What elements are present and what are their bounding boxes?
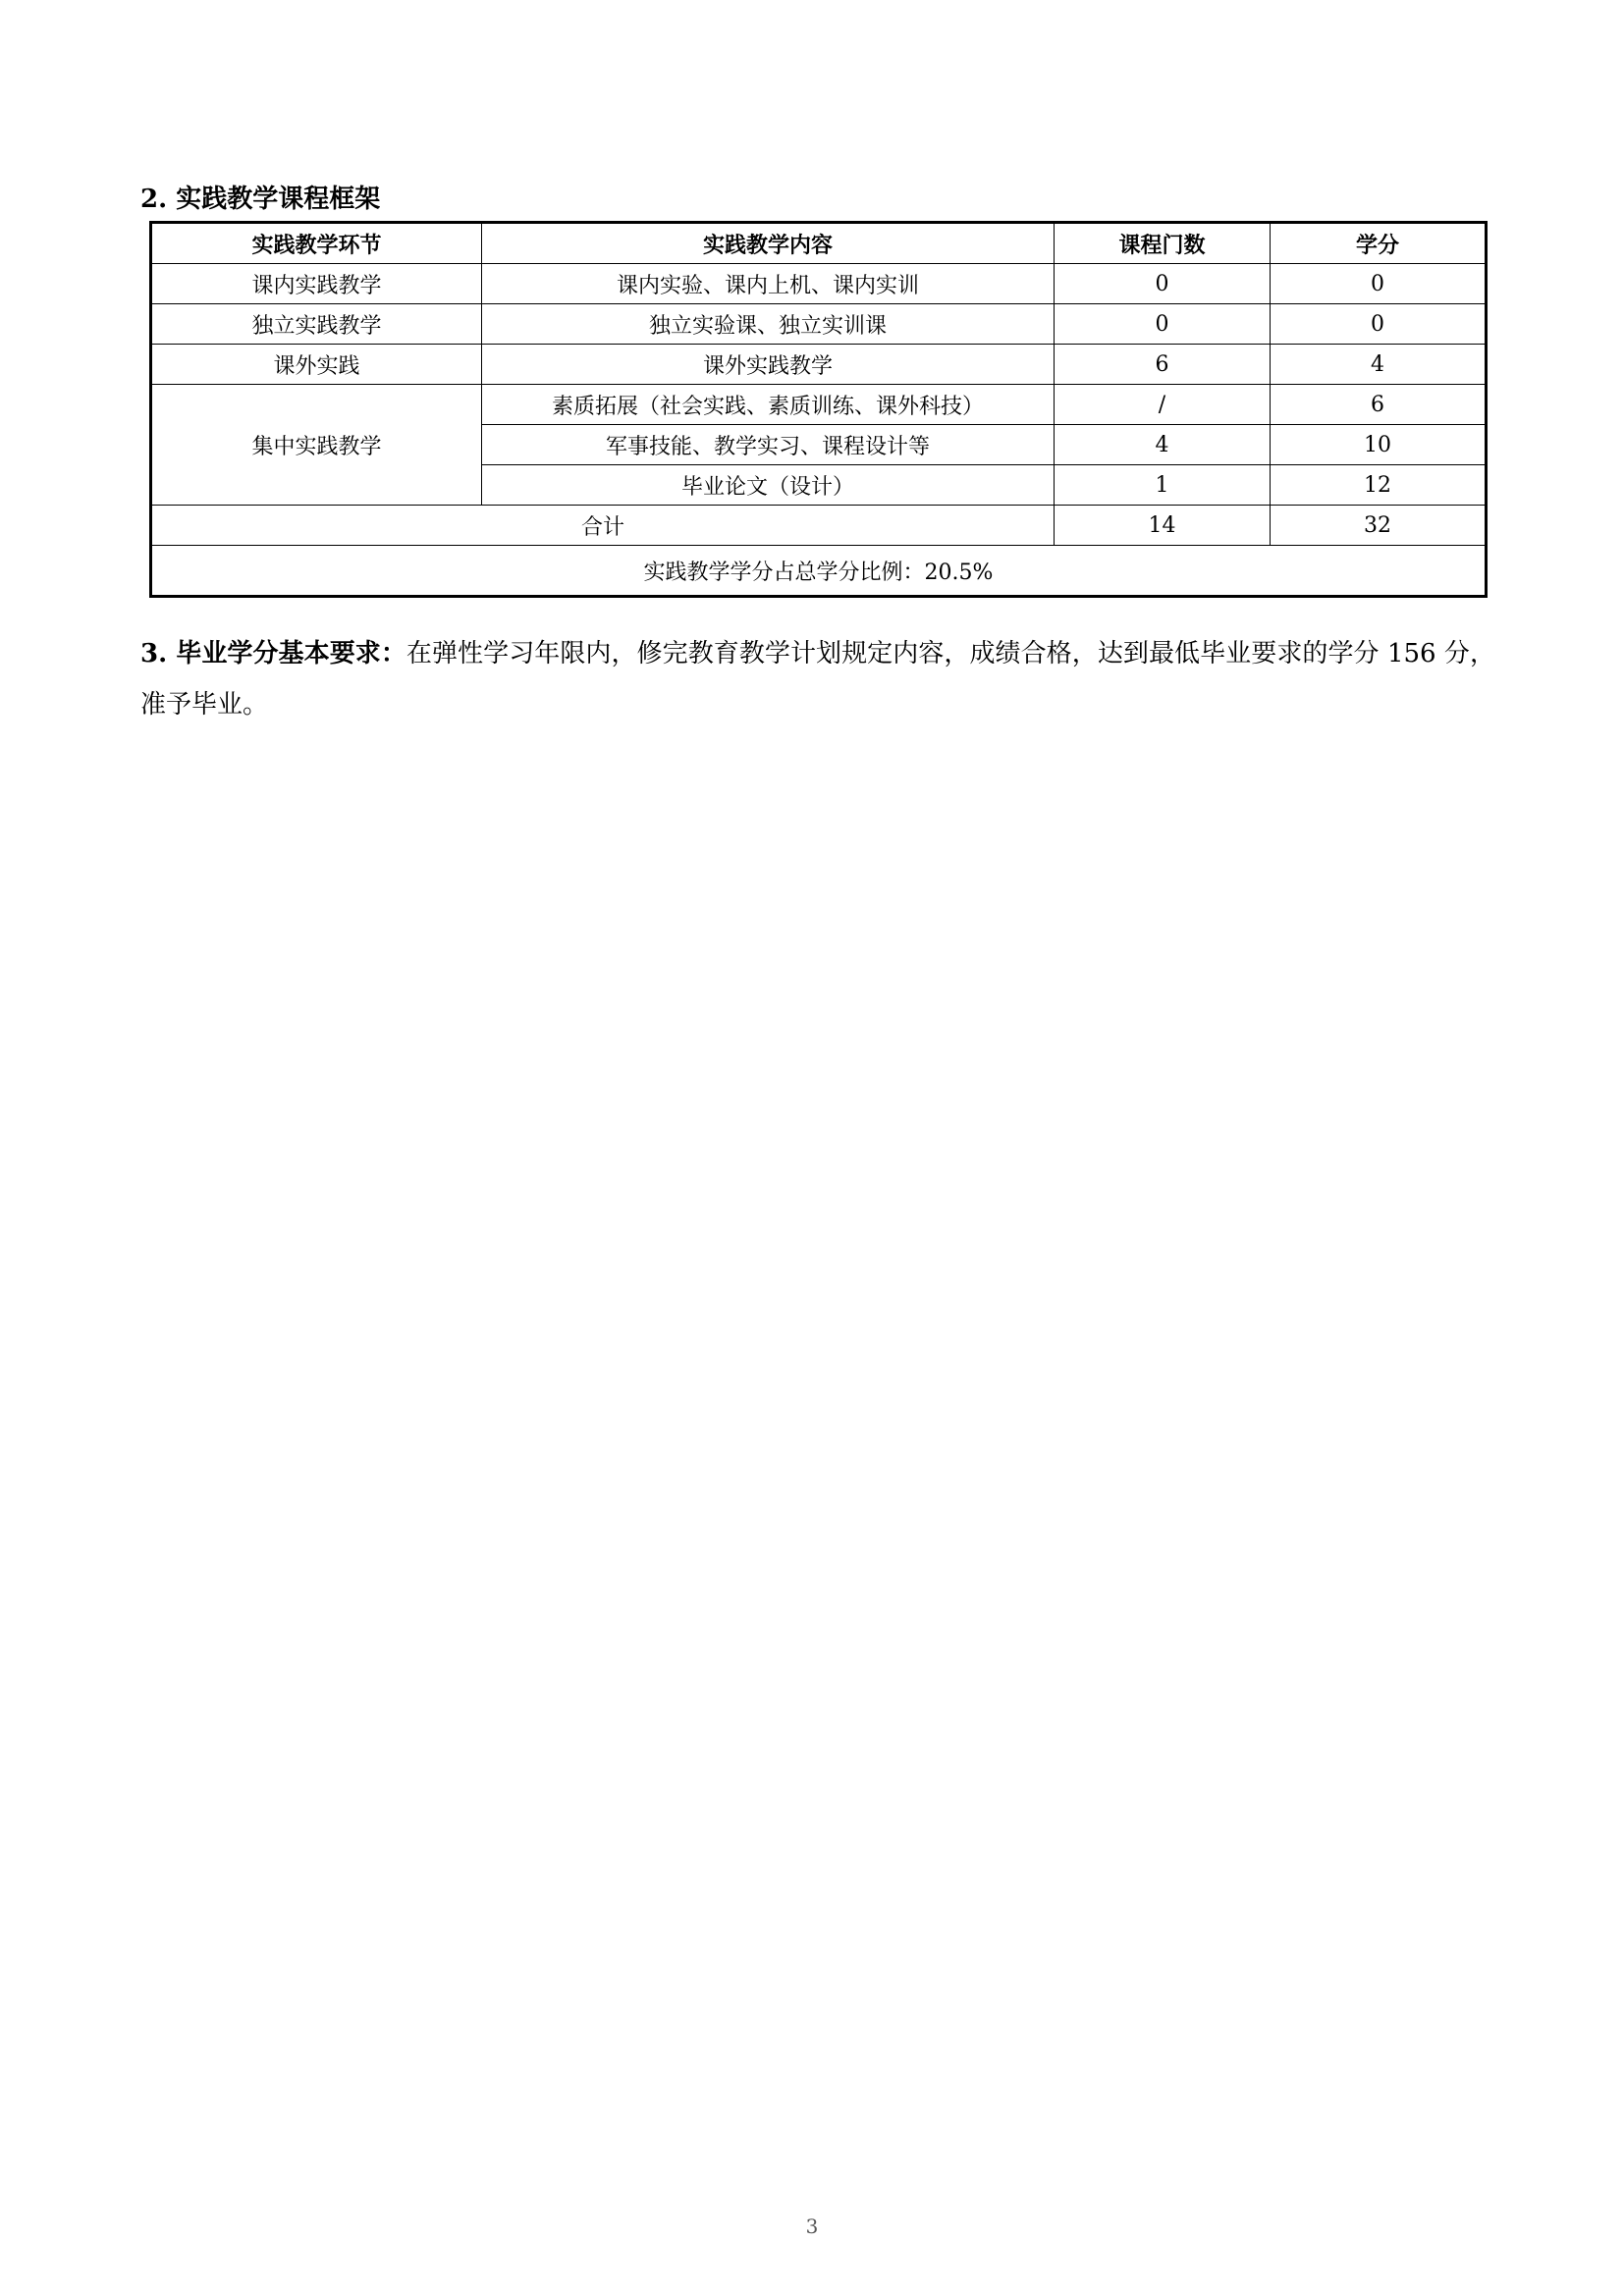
credits-cell: 6 bbox=[1271, 385, 1487, 425]
content-cell: 独立实验课、独立实训课 bbox=[482, 304, 1055, 345]
content-cell: 素质拓展（社会实践、素质训练、课外科技） bbox=[482, 385, 1055, 425]
graduation-requirement bbox=[140, 628, 1495, 730]
header-content: 实践教学内容 bbox=[482, 223, 1055, 264]
segment-cell: 课外实践 bbox=[151, 345, 482, 385]
header-credits: 学分 bbox=[1271, 223, 1487, 264]
credits-cell: 10 bbox=[1271, 425, 1487, 465]
page-number: 3 bbox=[805, 2215, 819, 2238]
segment-cell-concentrated: 集中实践教学 bbox=[151, 385, 482, 506]
requirement-text: 在弹性学习年限内，修完教育教学计划规定内容，成绩合格，达到最低毕业要求的学分 156 分，准予毕业。 bbox=[140, 639, 1495, 720]
segment-cell: 课内实践教学 bbox=[151, 264, 482, 304]
content-cell: 毕业论文（设计） bbox=[482, 465, 1055, 506]
requirement-label: 3. 毕业学分基本要求： bbox=[140, 639, 406, 668]
courses-cell: 6 bbox=[1055, 345, 1271, 385]
table-total-row bbox=[151, 506, 1487, 546]
header-courses: 课程门数 bbox=[1055, 223, 1271, 264]
total-credits: 32 bbox=[1271, 506, 1487, 546]
total-label: 合计 bbox=[151, 506, 1055, 546]
credits-cell: 4 bbox=[1271, 345, 1487, 385]
credits-cell: 0 bbox=[1271, 264, 1487, 304]
credits-cell: 0 bbox=[1271, 304, 1487, 345]
table-row bbox=[151, 264, 1487, 304]
credits-cell: 12 bbox=[1271, 465, 1487, 506]
section-2-title: 2. 实践教学课程框架 bbox=[140, 185, 381, 214]
ratio-text: 实践教学学分占总学分比例：20.5% bbox=[151, 546, 1487, 597]
practice-course-table bbox=[149, 221, 1488, 598]
total-courses: 14 bbox=[1055, 506, 1271, 546]
header-segment: 实践教学环节 bbox=[151, 223, 482, 264]
table-header-row bbox=[151, 223, 1487, 264]
courses-cell: / bbox=[1055, 385, 1271, 425]
courses-cell: 0 bbox=[1055, 304, 1271, 345]
courses-cell: 1 bbox=[1055, 465, 1271, 506]
table-row bbox=[151, 385, 1487, 425]
content-cell: 课内实验、课内上机、课内实训 bbox=[482, 264, 1055, 304]
table-ratio-row bbox=[151, 546, 1487, 597]
segment-cell: 独立实践教学 bbox=[151, 304, 482, 345]
courses-cell: 4 bbox=[1055, 425, 1271, 465]
content-cell: 课外实践教学 bbox=[482, 345, 1055, 385]
courses-cell: 0 bbox=[1055, 264, 1271, 304]
content-cell: 军事技能、教学实习、课程设计等 bbox=[482, 425, 1055, 465]
table-row bbox=[151, 304, 1487, 345]
table-row bbox=[151, 345, 1487, 385]
